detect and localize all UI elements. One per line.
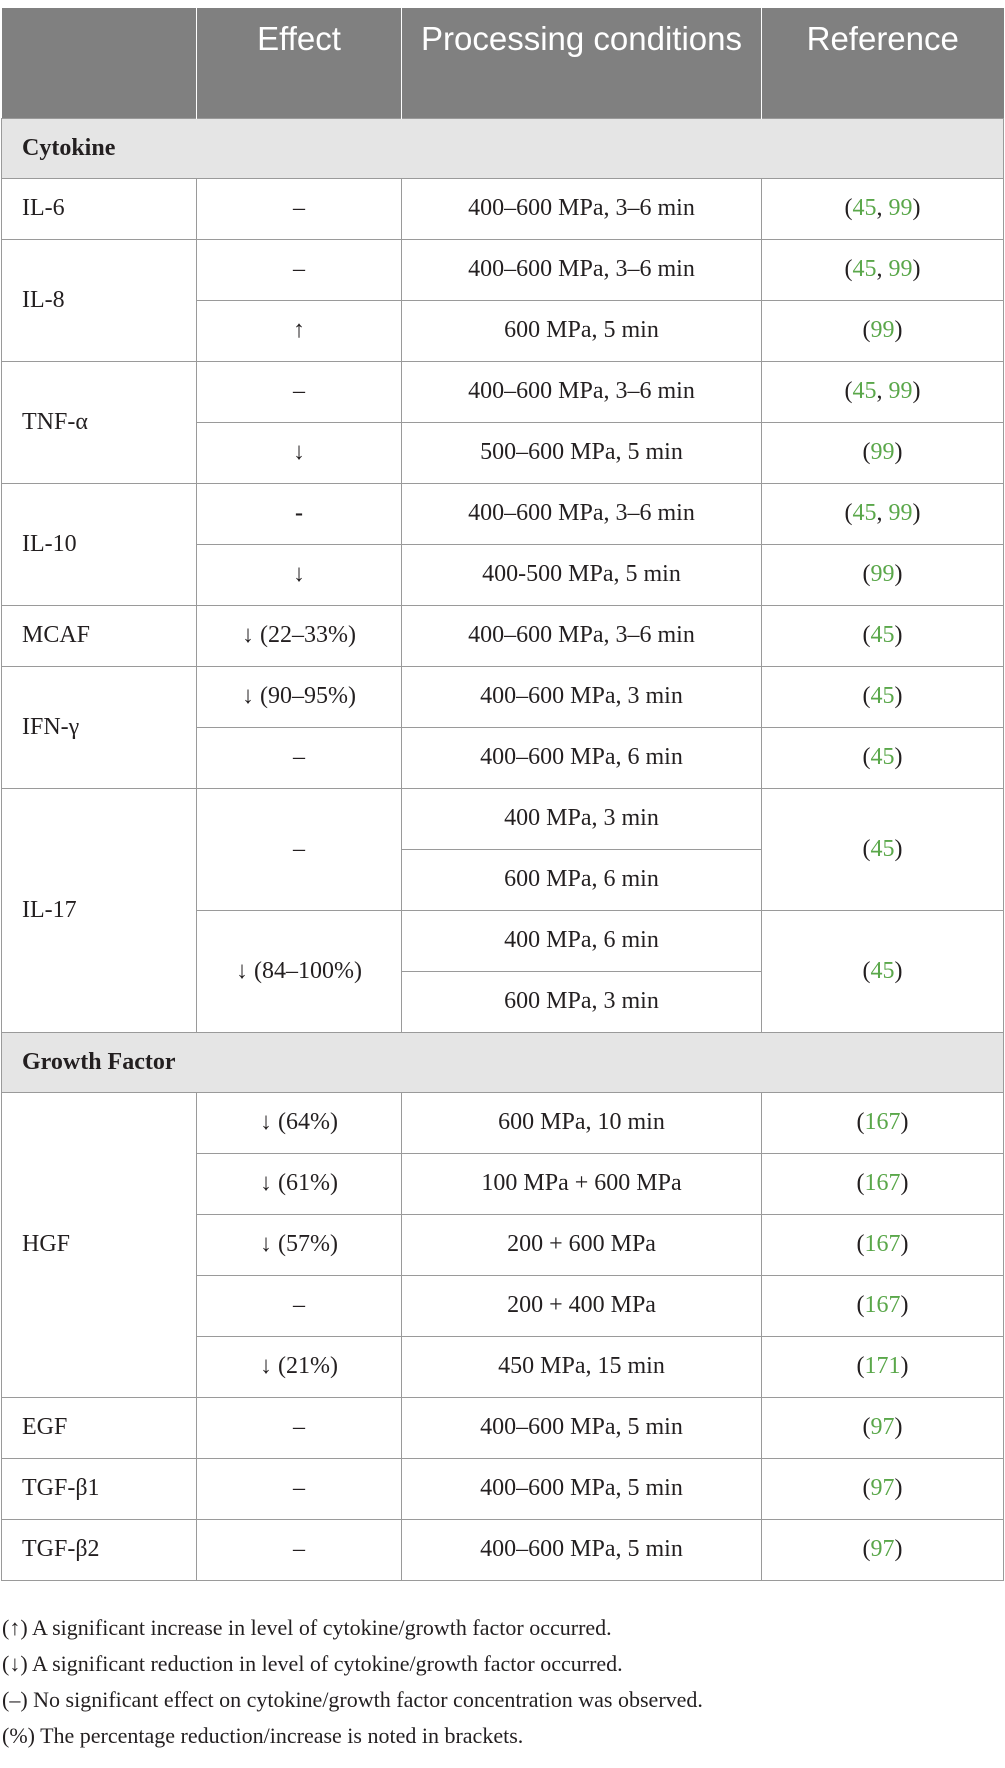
table-row <box>2 361 1004 422</box>
footnote-reduction: (↓) A significant reduction in level of cytokine/growth factor occurred. <box>2 1651 623 1676</box>
effect-cell: ↓ <box>197 422 402 483</box>
reference-link[interactable]: 167 <box>864 1109 901 1135</box>
table-row <box>2 666 1004 727</box>
reference-cell: (45, 99) <box>762 178 1004 239</box>
condition-cell: 400–600 MPa, 3–6 min <box>402 361 762 422</box>
condition-cell: 400–600 MPa, 5 min <box>402 1519 762 1580</box>
reference-link[interactable]: 45 <box>852 500 877 526</box>
table-row <box>2 1092 1004 1153</box>
reference-cell: (99) <box>762 300 1004 361</box>
effect-cell: – <box>197 1458 402 1519</box>
table-row <box>2 605 1004 666</box>
header-row <box>2 8 1004 118</box>
factor-name: IFN-γ <box>2 666 197 788</box>
effect-cell: ↓ (64%) <box>197 1092 402 1153</box>
reference-link[interactable]: 167 <box>864 1170 901 1196</box>
reference-cell: (45, 99) <box>762 239 1004 300</box>
condition-cell: 400 MPa, 3 min <box>402 788 762 849</box>
reference-cell: (167) <box>762 1153 1004 1214</box>
effect-cell: – <box>197 178 402 239</box>
reference-link[interactable]: 167 <box>864 1231 901 1257</box>
reference-link[interactable]: 45 <box>852 378 877 404</box>
reference-cell: (97) <box>762 1397 1004 1458</box>
reference-link[interactable]: 97 <box>870 1475 895 1501</box>
reference-link[interactable]: 45 <box>870 744 895 770</box>
reference-cell: (45) <box>762 666 1004 727</box>
effects-table <box>1 8 1004 1581</box>
effect-cell: - <box>197 483 402 544</box>
reference-link[interactable]: 99 <box>870 317 895 343</box>
reference-link[interactable]: 99 <box>888 195 913 221</box>
section-row-cytokine <box>2 118 1004 178</box>
effect-cell: – <box>197 727 402 788</box>
condition-cell: 400–600 MPa, 3 min <box>402 666 762 727</box>
effect-cell: – <box>197 788 402 910</box>
table-row <box>2 1397 1004 1458</box>
condition-cell: 400–600 MPa, 3–6 min <box>402 178 762 239</box>
reference-cell: (45) <box>762 788 1004 910</box>
effect-cell: – <box>197 1397 402 1458</box>
reference-link[interactable]: 99 <box>888 500 913 526</box>
table-footnotes <box>2 1610 1002 1754</box>
table-row <box>2 1458 1004 1519</box>
condition-cell: 600 MPa, 5 min <box>402 300 762 361</box>
table-row <box>2 239 1004 300</box>
condition-cell: 600 MPa, 10 min <box>402 1092 762 1153</box>
reference-cell: (97) <box>762 1519 1004 1580</box>
reference-link[interactable]: 45 <box>870 835 895 862</box>
reference-cell: (45) <box>762 605 1004 666</box>
effect-cell: – <box>197 361 402 422</box>
header-conditions: Processing conditions <box>402 8 762 118</box>
condition-cell: 400–600 MPa, 3–6 min <box>402 605 762 666</box>
condition-cell: 400 MPa, 6 min <box>402 910 762 971</box>
footnote-no-effect: (–) No significant effect on cytokine/growth factor concentration was observed. <box>2 1687 703 1712</box>
factor-name: MCAF <box>2 605 197 666</box>
section-title: Cytokine <box>2 118 1004 178</box>
reference-cell: (171) <box>762 1336 1004 1397</box>
factor-name: IL-17 <box>2 788 197 1032</box>
section-title: Growth Factor <box>2 1032 1004 1092</box>
effect-cell: ↓ (57%) <box>197 1214 402 1275</box>
factor-name: IL-8 <box>2 239 197 361</box>
effect-cell: ↓ (84–100%) <box>197 910 402 1032</box>
effect-cell: ↓ (22–33%) <box>197 605 402 666</box>
factor-name: TGF-β2 <box>2 1519 197 1580</box>
reference-link[interactable]: 45 <box>870 622 895 648</box>
reference-link[interactable]: 171 <box>864 1353 901 1379</box>
condition-cell: 100 MPa + 600 MPa <box>402 1153 762 1214</box>
header-reference: Reference <box>762 8 1004 118</box>
effect-cell: ↓ <box>197 544 402 605</box>
factor-name: IL-6 <box>2 178 197 239</box>
reference-link[interactable]: 45 <box>852 195 877 221</box>
reference-link[interactable]: 45 <box>870 683 895 709</box>
reference-cell: (167) <box>762 1214 1004 1275</box>
factor-name: IL-10 <box>2 483 197 605</box>
reference-link[interactable]: 97 <box>870 1536 895 1562</box>
reference-cell: (99) <box>762 422 1004 483</box>
condition-cell: 200 + 600 MPa <box>402 1214 762 1275</box>
reference-link[interactable]: 99 <box>870 561 895 587</box>
reference-cell: (167) <box>762 1275 1004 1336</box>
table-row <box>2 788 1004 849</box>
effect-cell: ↓ (90–95%) <box>197 666 402 727</box>
condition-cell: 450 MPa, 15 min <box>402 1336 762 1397</box>
condition-cell: 400–600 MPa, 6 min <box>402 727 762 788</box>
condition-cell: 400–600 MPa, 3–6 min <box>402 239 762 300</box>
reference-cell: (45) <box>762 727 1004 788</box>
factor-name: EGF <box>2 1397 197 1458</box>
condition-cell: 200 + 400 MPa <box>402 1275 762 1336</box>
reference-cell: (167) <box>762 1092 1004 1153</box>
factor-name: HGF <box>2 1092 197 1397</box>
reference-cell: (45, 99) <box>762 361 1004 422</box>
reference-link[interactable]: 99 <box>888 256 913 282</box>
condition-cell: 400–600 MPa, 3–6 min <box>402 483 762 544</box>
reference-cell: (45, 99) <box>762 483 1004 544</box>
reference-link[interactable]: 97 <box>870 1414 895 1440</box>
reference-link[interactable]: 45 <box>870 957 895 984</box>
header-effect: Effect <box>197 8 402 118</box>
effect-cell: ↑ <box>197 300 402 361</box>
condition-cell: 500–600 MPa, 5 min <box>402 422 762 483</box>
condition-cell: 600 MPa, 6 min <box>402 849 762 910</box>
reference-link[interactable]: 45 <box>852 256 877 282</box>
section-row-growth-factor <box>2 1032 1004 1092</box>
factor-name: TNF-α <box>2 361 197 483</box>
condition-cell: 400–600 MPa, 5 min <box>402 1458 762 1519</box>
effect-cell: ↓ (61%) <box>197 1153 402 1214</box>
footnote-increase: (↑) A significant increase in level of cytokine/growth factor occurred. <box>2 1615 612 1640</box>
factor-name: TGF-β1 <box>2 1458 197 1519</box>
reference-cell: (45) <box>762 910 1004 1032</box>
reference-link[interactable]: 99 <box>888 378 913 404</box>
table-row <box>2 1519 1004 1580</box>
reference-cell: (99) <box>762 544 1004 605</box>
reference-link[interactable]: 99 <box>870 439 895 465</box>
reference-link[interactable]: 167 <box>864 1292 901 1318</box>
footnote-percentage: (%) The percentage reduction/increase is noted in brackets. <box>2 1723 524 1748</box>
effect-cell: – <box>197 239 402 300</box>
reference-cell: (97) <box>762 1458 1004 1519</box>
condition-cell: 400–600 MPa, 5 min <box>402 1397 762 1458</box>
effect-cell: – <box>197 1519 402 1580</box>
condition-cell: 400-500 MPa, 5 min <box>402 544 762 605</box>
effect-cell: – <box>197 1275 402 1336</box>
condition-cell: 600 MPa, 3 min <box>402 971 762 1032</box>
header-name <box>2 8 197 118</box>
table-row <box>2 483 1004 544</box>
effect-cell: ↓ (21%) <box>197 1336 402 1397</box>
table-row <box>2 178 1004 239</box>
